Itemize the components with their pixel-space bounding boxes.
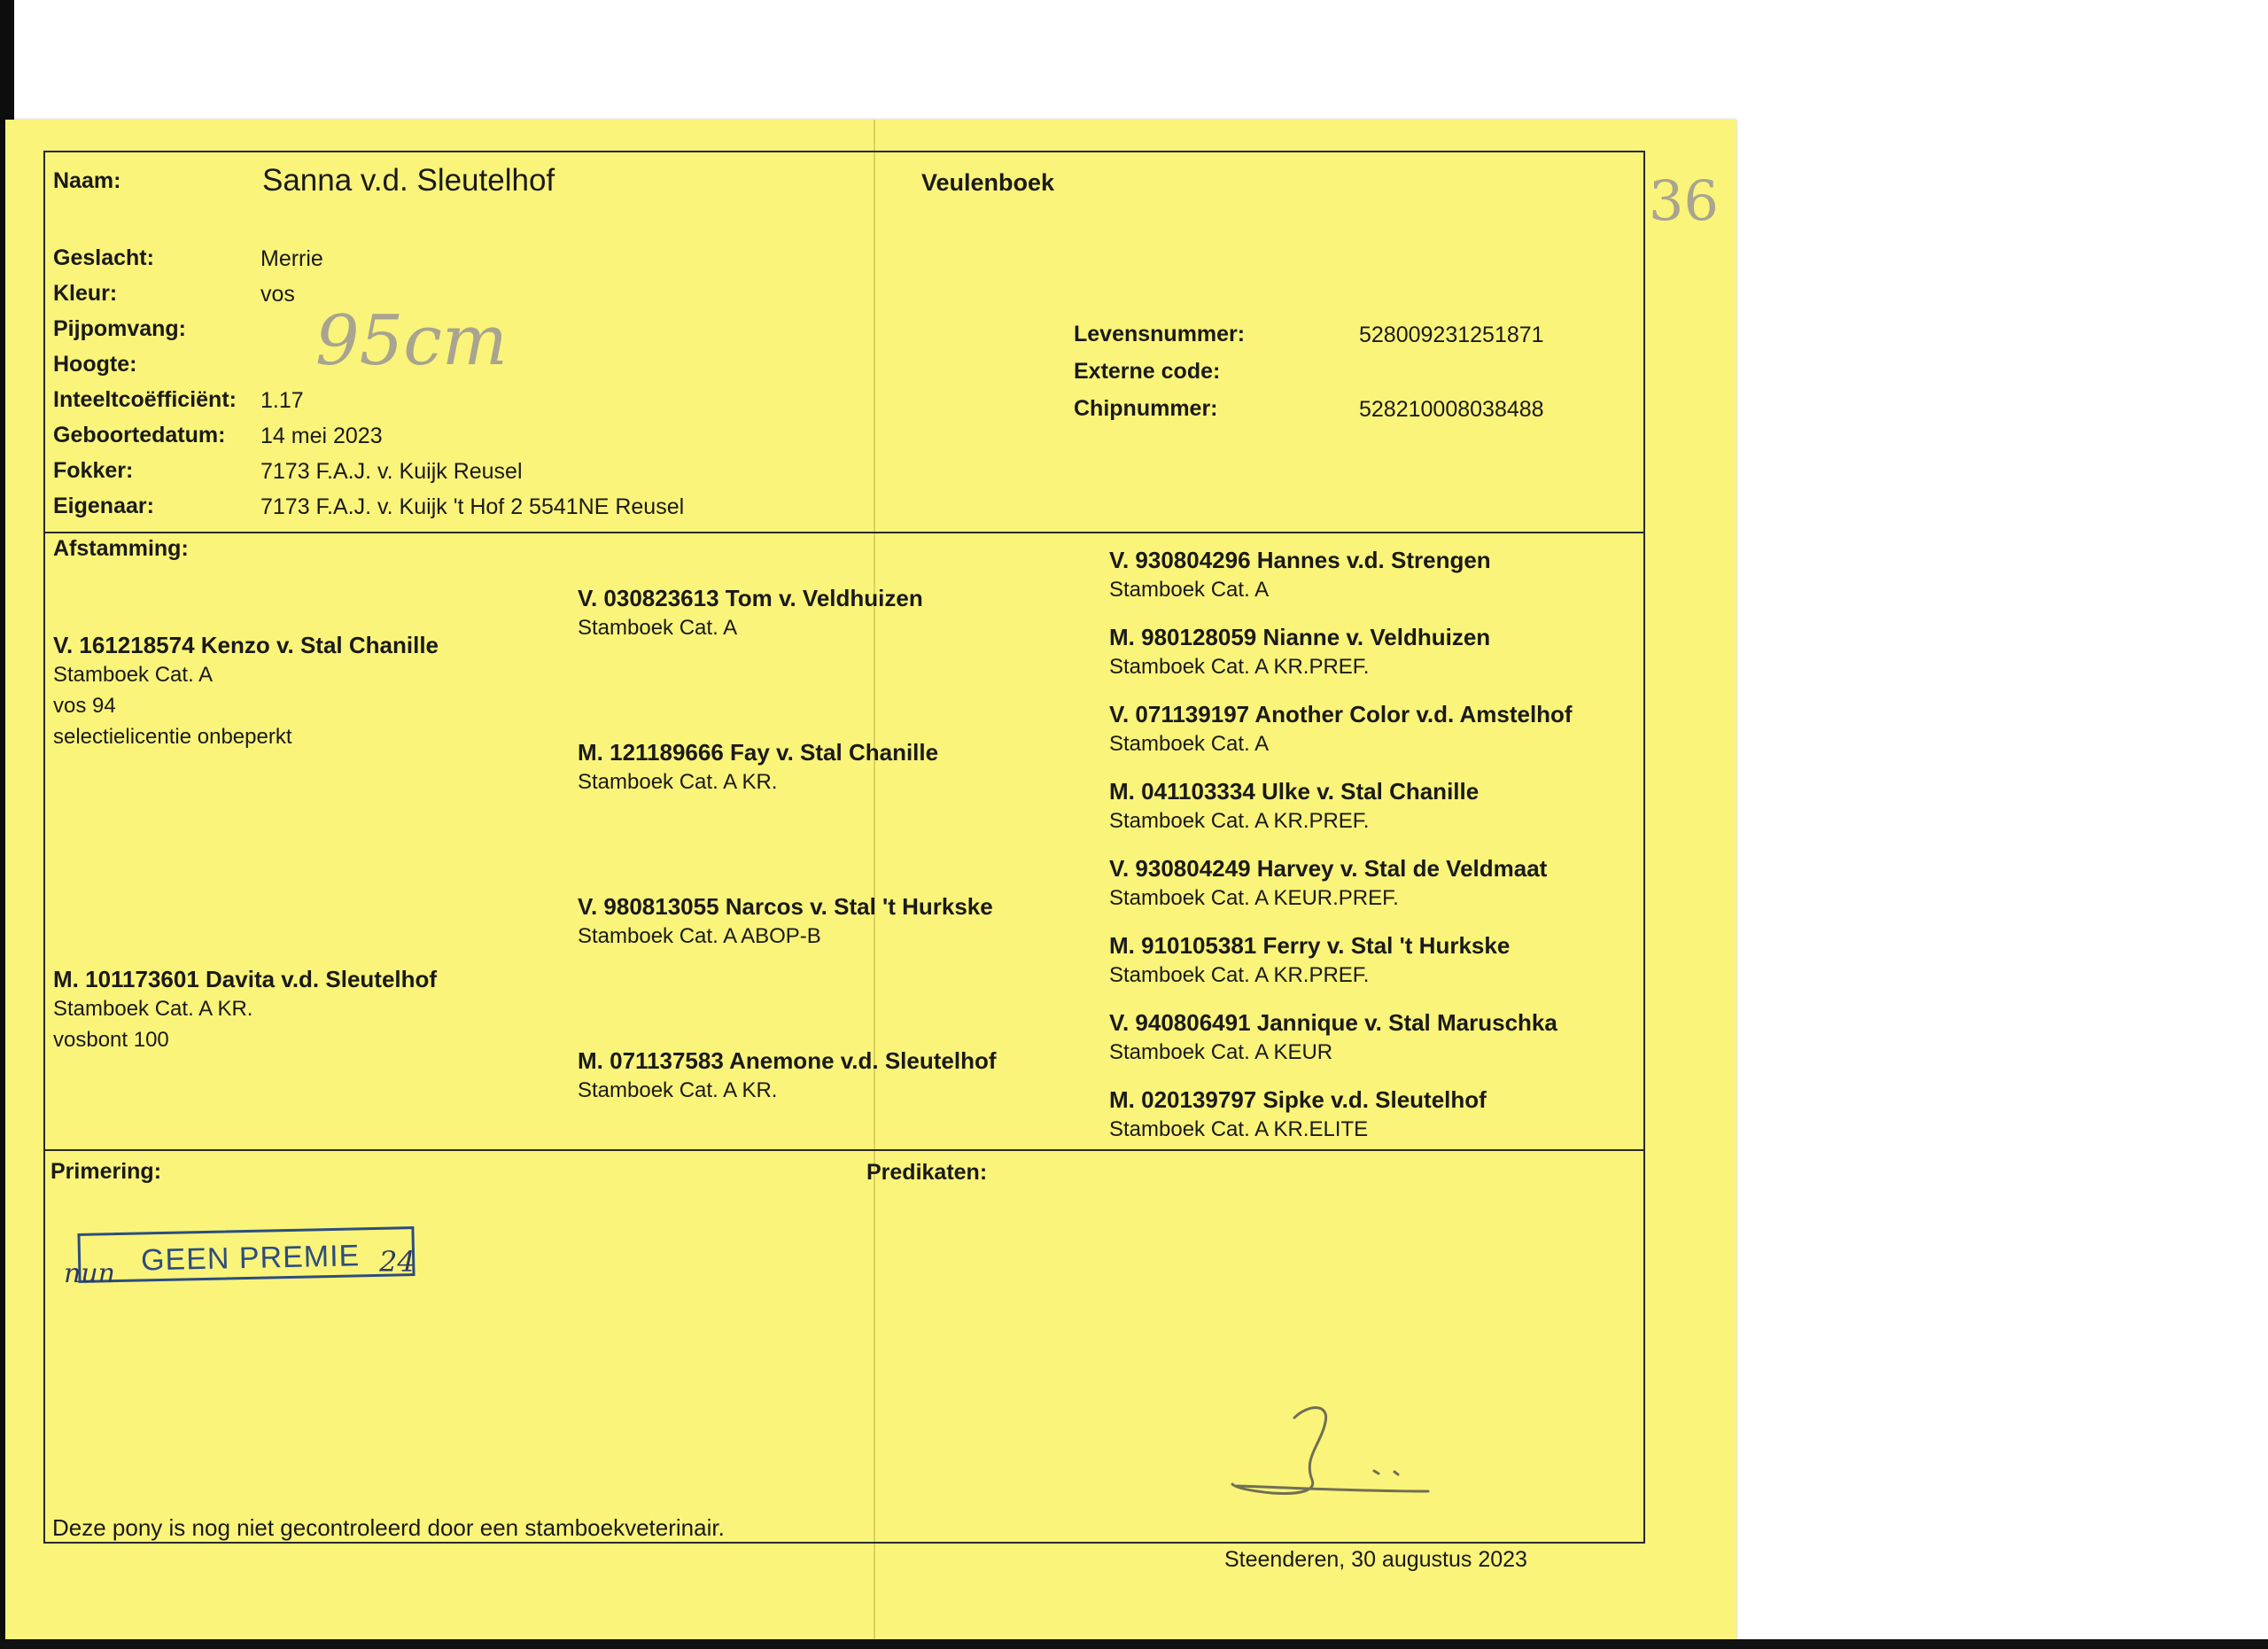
book-title: Veulenboek [921, 169, 1055, 196]
sire-studbook: Stamboek Cat. A [53, 663, 214, 687]
great-grandparent-7-name: V. 940806491 Jannique v. Stal Maruschka [1109, 1009, 1557, 1036]
fokker-value: 7173 F.A.J. v. Kuijk Reusel [260, 459, 523, 484]
sire-name: V. 161218574 Kenzo v. Stal Chanille [53, 632, 439, 658]
divider-pedigree-footer [45, 1149, 1643, 1151]
place-date: Steenderen, 30 augustus 2023 [1224, 1547, 1527, 1572]
inteelt-value: 1.17 [260, 388, 304, 413]
pedigree-certificate [5, 120, 1736, 1640]
certificate-frame [43, 151, 1645, 1544]
great-grandparent-2-name: M. 980128059 Nianne v. Veldhuizen [1109, 624, 1491, 650]
naam-label: Naam: [53, 168, 121, 193]
handwritten-height: 95cm [315, 301, 508, 381]
vet-disclaimer: Deze pony is nog niet gecontroleerd door een stamboekveterinair. [52, 1514, 725, 1541]
handwritten-page-number: 36 [1649, 168, 1719, 233]
inteelt-label: Inteeltcoëfficiënt: [53, 387, 237, 412]
geslacht-label: Geslacht: [53, 245, 154, 270]
geslacht-value: Merrie [260, 246, 323, 271]
great-grandparent-5-name: V. 930804249 Harvey v. Stal de Veldmaat [1109, 855, 1548, 882]
stamp-handwritten-number: 24 [379, 1245, 416, 1279]
horse-name: Sanna v.d. Sleutelhof [262, 163, 555, 198]
grandsire-paternal-name: V. 030823613 Tom v. Veldhuizen [578, 585, 923, 611]
granddam-paternal-studbook: Stamboek Cat. A KR. [578, 770, 778, 794]
great-grandparent-6-name: M. 910105381 Ferry v. Stal 't Hurkske [1109, 932, 1511, 959]
great-grandparent-8-name: M. 020139797 Sipke v.d. Sleutelhof [1109, 1086, 1487, 1113]
dam-color-height: vosbont 100 [53, 1028, 169, 1052]
great-grandparent-4-name: M. 041103334 Ulke v. Stal Chanille [1109, 778, 1480, 805]
grandsire-paternal-studbook: Stamboek Cat. A [578, 616, 738, 640]
levensnummer-label: Levensnummer: [1074, 322, 1246, 346]
great-grandparent-3-name: V. 071139197 Another Color v.d. Amstelhof [1109, 701, 1573, 727]
afstamming-label: Afstamming: [53, 536, 189, 561]
stamp-text: GEEN PREMIE [140, 1239, 361, 1278]
eigenaar-value: 7173 F.A.J. v. Kuijk 't Hof 2 5541NE Reusel [260, 494, 685, 519]
divider-identity-pedigree [45, 532, 1643, 533]
great-grandparent-1-studbook: Stamboek Cat. A [1109, 578, 1270, 602]
granddam-maternal-name: M. 071137583 Anemone v.d. Sleutelhof [578, 1047, 997, 1074]
inspector-signature [1219, 1396, 1432, 1520]
great-grandparent-8-studbook: Stamboek Cat. A KR.ELITE [1109, 1117, 1369, 1141]
externe-code-label: Externe code: [1074, 359, 1221, 384]
fokker-label: Fokker: [53, 458, 134, 483]
dam-name: M. 101173601 Davita v.d. Sleutelhof [53, 966, 438, 992]
great-grandparent-5-studbook: Stamboek Cat. A KEUR.PREF. [1109, 886, 1399, 910]
levensnummer-value: 528009231251871 [1359, 323, 1544, 347]
great-grandparent-3-studbook: Stamboek Cat. A [1109, 732, 1270, 756]
geboortedatum-label: Geboortedatum: [53, 423, 226, 447]
great-grandparent-6-studbook: Stamboek Cat. A KR.PREF. [1109, 963, 1370, 987]
primering-label: Primering: [50, 1159, 162, 1184]
geen-premie-stamp [77, 1226, 415, 1283]
granddam-maternal-studbook: Stamboek Cat. A KR. [578, 1078, 778, 1102]
dam-studbook: Stamboek Cat. A KR. [53, 997, 253, 1021]
pijpomvang-label: Pijpomvang: [53, 316, 187, 341]
great-grandparent-1-name: V. 930804296 Hannes v.d. Strengen [1109, 547, 1491, 573]
predikaten-label: Predikaten: [866, 1160, 988, 1185]
sire-color-height: vos 94 [53, 694, 116, 718]
grandsire-maternal-name: V. 980813055 Narcos v. Stal 't Hurkske [578, 893, 993, 920]
scan-edge-bottom [0, 1639, 2268, 1649]
chipnummer-value: 528210008038488 [1359, 397, 1544, 422]
geboortedatum-value: 14 mei 2023 [260, 424, 383, 448]
kleur-value: vos [260, 282, 295, 307]
stamp-handwritten-initials: nun [64, 1258, 115, 1289]
great-grandparent-4-studbook: Stamboek Cat. A KR.PREF. [1109, 809, 1370, 833]
chipnummer-label: Chipnummer: [1074, 396, 1218, 421]
kleur-label: Kleur: [53, 281, 118, 306]
granddam-paternal-name: M. 121189666 Fay v. Stal Chanille [578, 739, 939, 766]
sire-license: selectielicentie onbeperkt [53, 725, 292, 749]
grandsire-maternal-studbook: Stamboek Cat. A ABOP-B [578, 924, 821, 948]
great-grandparent-2-studbook: Stamboek Cat. A KR.PREF. [1109, 655, 1370, 679]
eigenaar-label: Eigenaar: [53, 494, 154, 518]
hoogte-label: Hoogte: [53, 352, 137, 377]
great-grandparent-7-studbook: Stamboek Cat. A KEUR [1109, 1040, 1333, 1064]
